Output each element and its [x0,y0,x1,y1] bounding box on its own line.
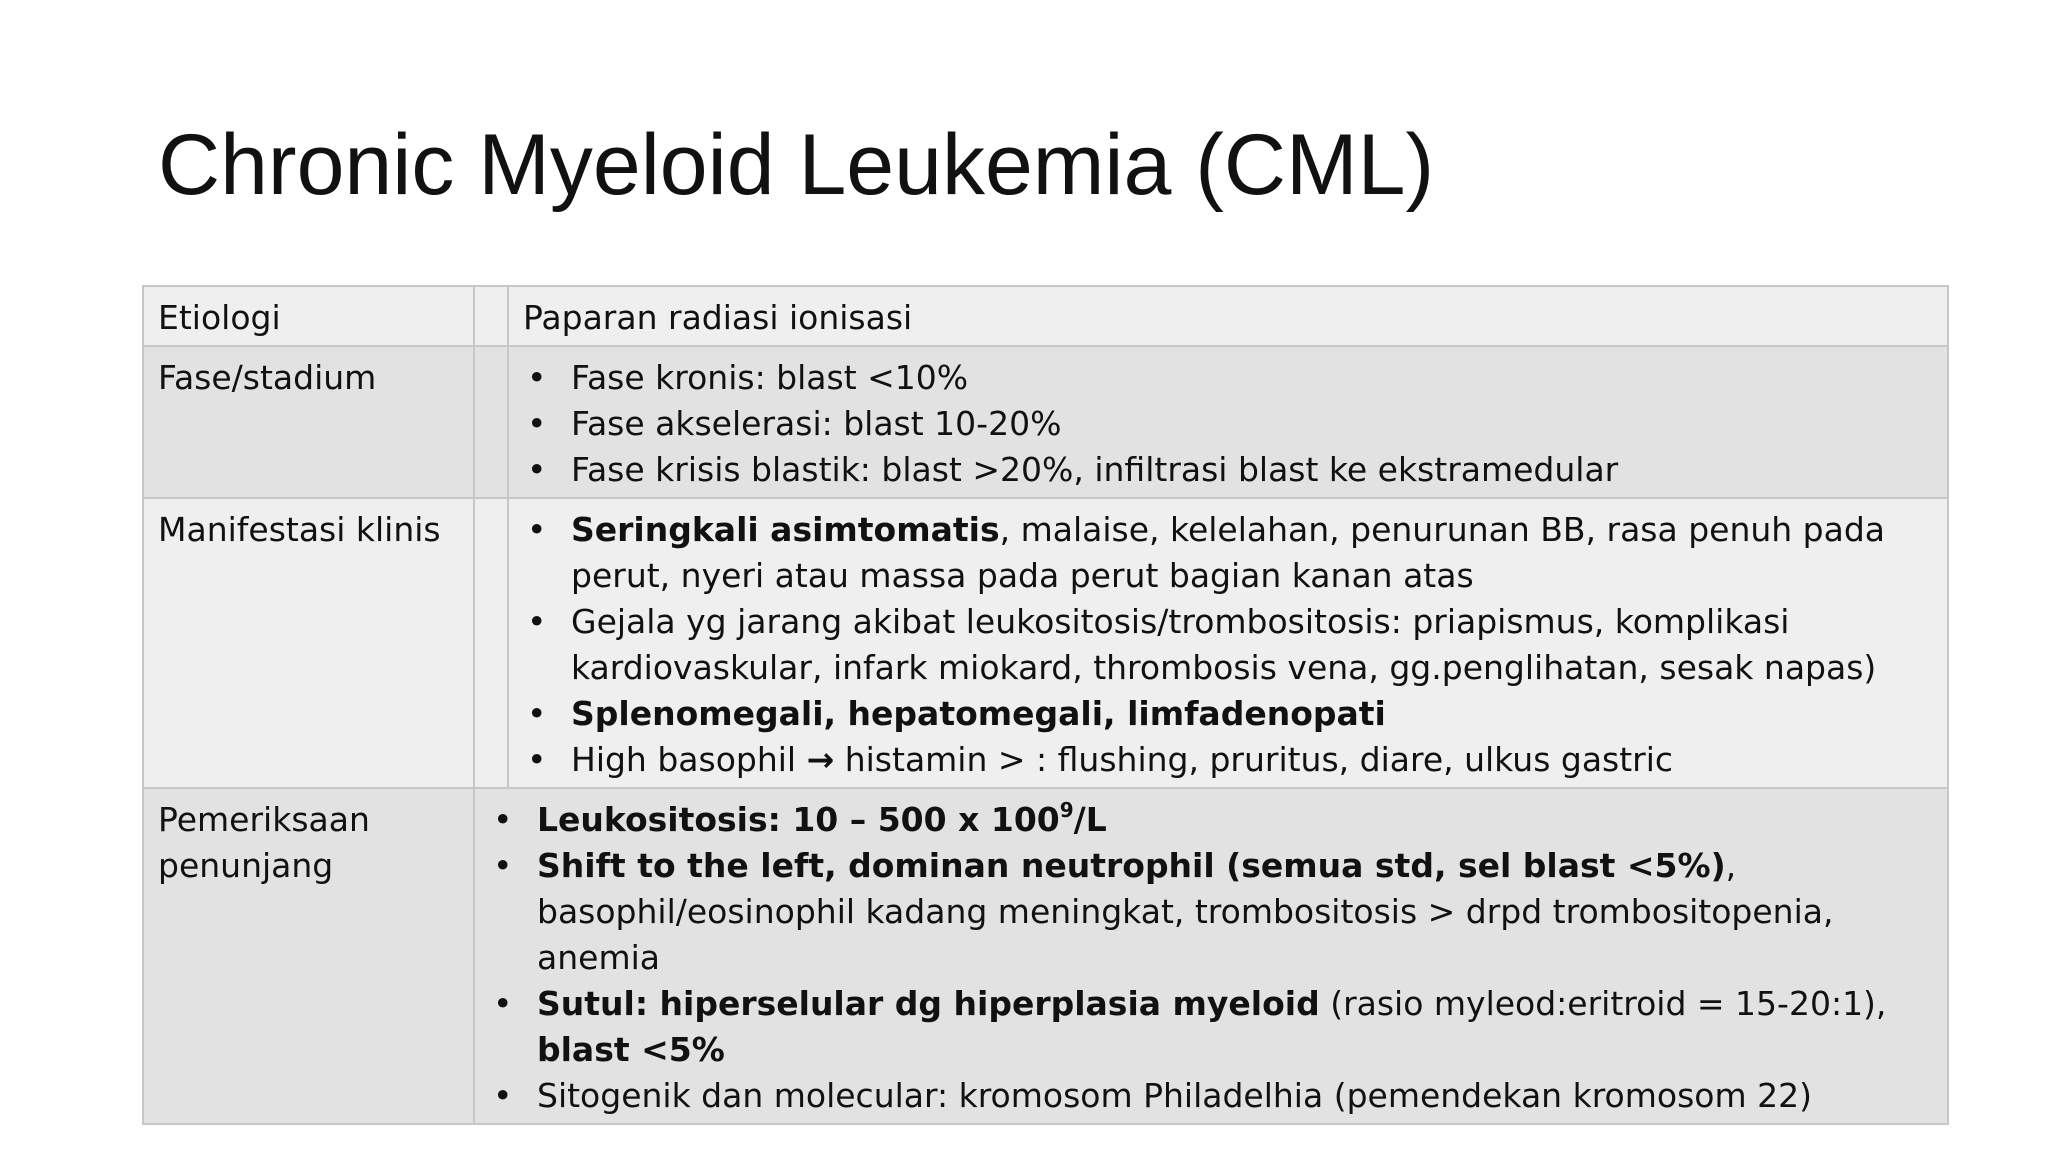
row-content-fase [508,346,1948,498]
row-label-etiologi: Etiologi [143,286,474,346]
row-content-etiologi: Paparan radiasi ionisasi [508,286,1948,346]
bullet-icon: • [527,510,547,549]
bullet-icon: • [527,358,547,397]
table-row-etiologi [143,286,1948,346]
bullet-icon: • [527,694,547,733]
list-item: • High basophil → histamin > : flushing, pruritus, diare, ulkus gastric [523,737,1933,783]
row-content-pemeriksaan [474,788,1948,1124]
bullet-icon: • [527,740,547,779]
list-item: • Splenomegali, hepatomegali, limfadenopati [523,691,1933,737]
bullet-icon: • [493,984,513,1023]
spacer-cell [474,498,508,788]
row-label-pemeriksaan: Pemeriksaan penunjang [143,788,474,1124]
list-item: • Fase akselerasi: blast 10-20% [523,401,1933,447]
bullet-icon: • [493,846,513,885]
manifestasi-list [523,507,1933,783]
table-row-fase [143,346,1948,498]
row-content-manifestasi [508,498,1948,788]
list-item: • Fase krisis blastik: blast >20%, infiltrasi blast ke ekstramedular [523,447,1933,493]
list-item: • Seringkali asimtomatis, malaise, kelelahan, penurunan BB, rasa penuh pada perut, nyeri atau massa pada perut bagian kanan atas [523,507,1933,599]
spacer-cell [474,286,508,346]
bullet-icon: • [527,602,547,641]
list-item: • Fase kronis: blast <10% [523,355,1933,401]
bullet-icon: • [493,800,513,839]
slide-title: Chronic Myeloid Leukemia (CML) [158,117,1435,213]
list-item: • Sitogenik dan molecular: kromosom Philadelhia (pemendekan kromosom 22) [489,1073,1933,1119]
cml-table [142,285,1949,1125]
bullet-icon: • [493,1076,513,1115]
bullet-icon: • [527,404,547,443]
list-item: • Sutul: hiperselular dg hiperplasia myeloid (rasio myleod:eritroid = 15-20:1), blast <5% [489,981,1933,1073]
row-label-fase: Fase/stadium [143,346,474,498]
bullet-icon: • [527,450,547,489]
list-item: • Gejala yg jarang akibat leukositosis/trombositosis: priapismus, komplikasi kardiovaskular, infark miokard, thrombosis vena, gg.penglihatan, sesak napas) [523,599,1933,691]
row-label-manifestasi: Manifestasi klinis [143,498,474,788]
spacer-cell [474,346,508,498]
fase-list [523,355,1933,493]
list-item: • Shift to the left, dominan neutrophil (semua std, sel blast <5%), basophil/eosinophil kadang meningkat, trombositosis > drpd trombositopenia, anemia [489,843,1933,981]
table-row-manifestasi [143,498,1948,788]
table-row-pemeriksaan [143,788,1948,1124]
arrow-right-icon: → [806,740,835,779]
list-item: • Leukositosis: 10 – 500 x $100^9/L$ [489,797,1933,843]
pemeriksaan-list [489,797,1933,1119]
